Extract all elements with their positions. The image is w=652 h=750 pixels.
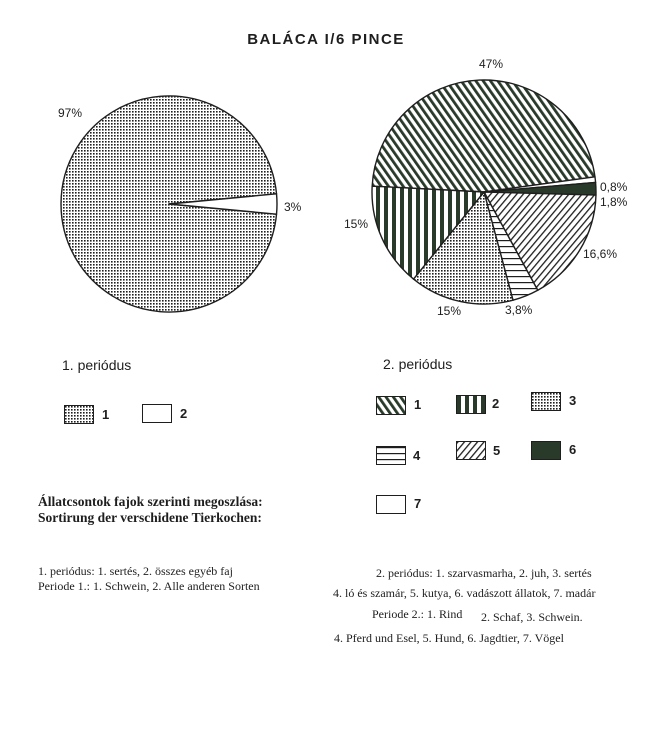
caption	[38, 494, 263, 526]
label-period-2-cat-1: 47%	[478, 57, 504, 71]
notes-period-1-de: Periode 1.: 1. Schwein, 2. Alle anderen Sorten	[38, 579, 260, 593]
label-period-1-97: 97%	[58, 106, 83, 120]
legend1-swatch-1	[64, 405, 94, 424]
caption-line-2: Sortirung der verschidene Tierkochen:	[38, 510, 262, 525]
legend2-label-4: 4	[413, 448, 421, 463]
legend1-title: 1. periódus	[62, 357, 132, 373]
notes-period-2-de-b: 4. Pferd und Esel, 5. Hund, 6. Jagdtier, 7. Vögel	[334, 631, 564, 645]
slice-period-2-cat-1	[372, 80, 595, 192]
caption-line-1: Állatcsontok fajok szerinti megoszlása:	[38, 494, 263, 509]
pie-chart-period-1	[61, 96, 277, 312]
label-period-2-cat-7: 0,8%	[600, 180, 628, 194]
notes-period-2-hu-b: 4. ló és szamár, 5. kutya, 6. vadászott állatok, 7. madár	[333, 586, 596, 600]
legend2-swatch-5	[456, 441, 486, 460]
notes-period-1-hu: 1. periódus: 1. sertés, 2. összes egyéb faj	[38, 564, 233, 578]
legend2-swatch-1	[376, 396, 406, 415]
legend1-label-2: 2	[180, 406, 188, 421]
legend2-label-7: 7	[414, 496, 422, 511]
pie-chart-period-2	[372, 80, 596, 304]
legend1-label-1: 1	[102, 407, 110, 422]
legend1-swatch-2	[142, 404, 172, 423]
notes-period-2-hu-a: 2. periódus: 1. szarvasmarha, 2. juh, 3. sertés	[376, 566, 592, 580]
label-period-2-cat-5: 16,6%	[583, 247, 618, 261]
label-period-2-cat-3: 15%	[436, 304, 462, 318]
label-period-2-cat-2: 15%	[344, 217, 369, 231]
label-period-2-cat-4: 3,8%	[505, 303, 533, 317]
label-period-2-cat-6: 1,8%	[600, 195, 628, 209]
notes-period-2-de-a2: 2. Schaf, 3. Schwein.	[481, 610, 583, 624]
page-title: BALÁCA I/6 PINCE	[247, 31, 405, 48]
legend2-swatch-3	[531, 392, 561, 411]
legend2-swatch-2	[456, 395, 486, 414]
notes-period-2-de-a1: Periode 2.: 1. Rind	[372, 607, 463, 621]
legend2-label-5: 5	[493, 443, 501, 458]
label-period-1-3: 3%	[284, 200, 302, 214]
legend2-label-3: 3	[569, 393, 577, 408]
legend2-label-2: 2	[492, 396, 500, 411]
legend2-swatch-6	[531, 441, 561, 460]
legend2-swatch-4	[376, 446, 406, 465]
legend2-label-6: 6	[569, 442, 577, 457]
legend2-title: 2. periódus	[383, 356, 453, 372]
legend2-label-1: 1	[414, 397, 422, 412]
legend2-swatch-7	[376, 495, 406, 514]
